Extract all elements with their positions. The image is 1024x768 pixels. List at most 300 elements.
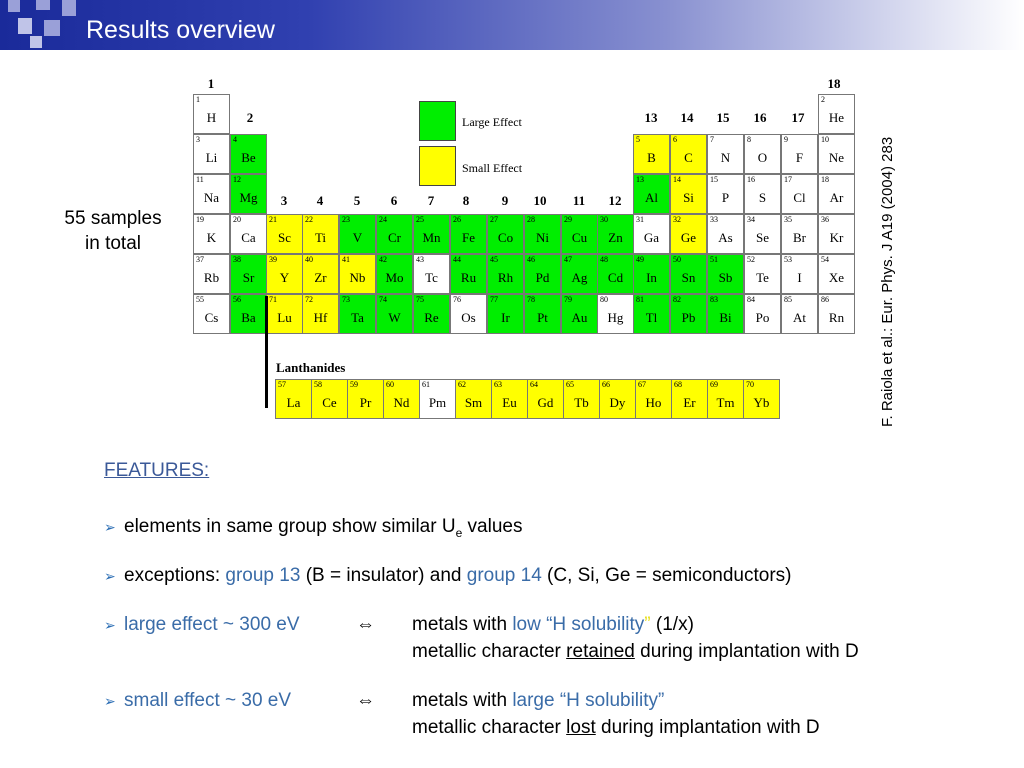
lanthanide-cell-dy bbox=[599, 379, 636, 419]
atomic-number: 71 bbox=[269, 295, 277, 304]
element-symbol: P bbox=[721, 190, 730, 205]
atomic-number: 34 bbox=[747, 215, 755, 224]
group-label-1: 1 bbox=[207, 76, 215, 91]
element-cell-mn bbox=[413, 214, 450, 254]
atomic-number: 80 bbox=[600, 295, 608, 304]
element-symbol: Si bbox=[683, 190, 694, 205]
atomic-number: 41 bbox=[342, 255, 350, 264]
element-symbol: Ni bbox=[536, 230, 549, 245]
bullet-subscript: e bbox=[455, 525, 463, 540]
atomic-number: 1 bbox=[196, 95, 200, 104]
element-symbol: Eu bbox=[502, 395, 517, 410]
element-symbol: Er bbox=[683, 395, 696, 410]
element-symbol: Rh bbox=[497, 270, 514, 285]
group-label-12: 12 bbox=[608, 193, 622, 208]
atomic-number: 36 bbox=[821, 215, 829, 224]
element-cell-b bbox=[633, 134, 670, 174]
element-cell-n bbox=[707, 134, 744, 174]
element-symbol: Nb bbox=[349, 270, 366, 285]
element-symbol: V bbox=[352, 230, 363, 245]
group-label-8: 8 bbox=[462, 193, 470, 208]
group-label-16: 16 bbox=[753, 110, 767, 125]
atomic-number: 20 bbox=[233, 215, 241, 224]
element-symbol: Zr bbox=[314, 270, 327, 285]
element-cell-he bbox=[818, 94, 855, 134]
atomic-number: 77 bbox=[490, 295, 498, 304]
element-symbol: Tl bbox=[645, 310, 658, 325]
element-cell-au bbox=[561, 294, 598, 334]
atomic-number: 73 bbox=[342, 295, 350, 304]
element-symbol: La bbox=[286, 395, 301, 410]
group-label-3: 3 bbox=[280, 193, 288, 208]
element-symbol: F bbox=[795, 150, 804, 165]
bullet-text: values bbox=[462, 516, 523, 537]
element-symbol: Ga bbox=[643, 230, 660, 245]
atomic-number: 13 bbox=[636, 175, 644, 184]
lanthanide-cell-ho bbox=[635, 379, 672, 419]
atomic-number: 3 bbox=[196, 135, 200, 144]
atomic-number: 25 bbox=[416, 215, 424, 224]
element-cell-i bbox=[781, 254, 818, 294]
atomic-number: 64 bbox=[530, 380, 538, 389]
element-symbol: Te bbox=[756, 270, 769, 285]
atomic-number: 61 bbox=[422, 380, 430, 389]
atomic-number: 26 bbox=[453, 215, 461, 224]
element-symbol: Tc bbox=[425, 270, 438, 285]
element-symbol: Ca bbox=[241, 230, 256, 245]
element-cell-k bbox=[193, 214, 230, 254]
element-symbol: Hg bbox=[607, 310, 624, 325]
group-label-15: 15 bbox=[716, 110, 730, 125]
atomic-number: 70 bbox=[746, 380, 754, 389]
element-symbol: O bbox=[757, 150, 768, 165]
element-symbol: S bbox=[758, 190, 767, 205]
element-symbol: Se bbox=[756, 230, 769, 245]
element-cell-ir bbox=[487, 294, 524, 334]
group-label-2: 2 bbox=[246, 110, 254, 125]
element-cell-rn bbox=[818, 294, 855, 334]
element-cell-si bbox=[670, 174, 707, 214]
atomic-number: 79 bbox=[564, 295, 572, 304]
element-symbol: Mo bbox=[385, 270, 404, 285]
atomic-number: 18 bbox=[821, 175, 829, 184]
element-cell-re bbox=[413, 294, 450, 334]
element-symbol: Tb bbox=[574, 395, 589, 410]
element-cell-na bbox=[193, 174, 230, 214]
element-symbol: As bbox=[718, 230, 733, 245]
element-symbol: Pd bbox=[535, 270, 550, 285]
element-cell-ne bbox=[818, 134, 855, 174]
element-cell-s bbox=[744, 174, 781, 214]
equivalence-arrow-icon: ⇔ bbox=[356, 614, 375, 635]
element-symbol: Zn bbox=[608, 230, 623, 245]
element-cell-rb bbox=[193, 254, 230, 294]
atomic-number: 47 bbox=[564, 255, 572, 264]
lanthanide-cell-la bbox=[275, 379, 312, 419]
element-cell-te bbox=[744, 254, 781, 294]
element-symbol: Rb bbox=[203, 270, 220, 285]
bullet-text: exceptions: bbox=[124, 565, 226, 586]
atomic-number: 68 bbox=[674, 380, 682, 389]
atomic-number: 2 bbox=[821, 95, 825, 104]
element-cell-f bbox=[781, 134, 818, 174]
atomic-number: 4 bbox=[233, 135, 237, 144]
group-14-text: group 14 bbox=[466, 565, 542, 586]
element-symbol: Ho bbox=[645, 395, 662, 410]
feature-bullet-4-right bbox=[412, 690, 664, 712]
atomic-number: 52 bbox=[747, 255, 755, 264]
atomic-number: 72 bbox=[305, 295, 313, 304]
atomic-number: 22 bbox=[305, 215, 313, 224]
element-cell-sb bbox=[707, 254, 744, 294]
element-cell-ta bbox=[339, 294, 376, 334]
element-cell-cr bbox=[376, 214, 413, 254]
group-label-11: 11 bbox=[572, 193, 586, 208]
atomic-number: 6 bbox=[673, 135, 677, 144]
element-cell-zn bbox=[597, 214, 634, 254]
atomic-number: 46 bbox=[527, 255, 535, 264]
element-symbol: Ge bbox=[680, 230, 697, 245]
atomic-number: 9 bbox=[784, 135, 788, 144]
atomic-number: 11 bbox=[196, 175, 204, 184]
atomic-number: 48 bbox=[600, 255, 608, 264]
element-symbol: Ce bbox=[322, 395, 337, 410]
element-cell-v bbox=[339, 214, 376, 254]
element-symbol: Tm bbox=[716, 395, 735, 410]
group-label-7: 7 bbox=[427, 193, 435, 208]
legend-small-label: Small Effect bbox=[462, 161, 523, 175]
element-symbol: W bbox=[388, 310, 401, 325]
element-symbol: Be bbox=[241, 150, 256, 165]
atomic-number: 17 bbox=[784, 175, 792, 184]
element-symbol: Li bbox=[205, 150, 218, 165]
element-symbol: C bbox=[684, 150, 693, 165]
element-symbol: Sc bbox=[278, 230, 291, 245]
element-symbol: Pm bbox=[428, 395, 447, 410]
atomic-number: 51 bbox=[710, 255, 718, 264]
element-symbol: Ru bbox=[460, 270, 477, 285]
atomic-number: 30 bbox=[600, 215, 608, 224]
feature-bullet-3-right bbox=[412, 614, 694, 636]
element-cell-ge bbox=[670, 214, 707, 254]
samples-line: 55 samples bbox=[64, 208, 162, 229]
element-symbol: Ta bbox=[351, 310, 364, 325]
element-cell-zr bbox=[302, 254, 339, 294]
element-symbol: Rn bbox=[828, 310, 845, 325]
element-symbol: At bbox=[793, 310, 806, 325]
atomic-number: 50 bbox=[673, 255, 681, 264]
feature-bullet-3-line2 bbox=[412, 641, 859, 663]
element-symbol: Gd bbox=[537, 395, 554, 410]
bullet-arrow-icon: ➢ bbox=[104, 519, 116, 535]
element-symbol: Pt bbox=[537, 310, 548, 325]
element-cell-ru bbox=[450, 254, 487, 294]
element-symbol: H bbox=[206, 110, 217, 125]
element-cell-fe bbox=[450, 214, 487, 254]
atomic-number: 53 bbox=[784, 255, 792, 264]
element-symbol: Ne bbox=[828, 150, 845, 165]
element-cell-li bbox=[193, 134, 230, 174]
bullet-text: elements in same group show similar U bbox=[124, 516, 456, 537]
citation: F. Raiola et al.: Eur. Phys. J A19 (2004) 283 bbox=[879, 136, 896, 427]
atomic-number: 62 bbox=[458, 380, 466, 389]
atomic-number: 58 bbox=[314, 380, 322, 389]
atomic-number: 55 bbox=[196, 295, 204, 304]
lanthanide-cell-tb bbox=[563, 379, 600, 419]
feature-bullet-4 bbox=[104, 690, 375, 712]
element-cell-w bbox=[376, 294, 413, 334]
atomic-number: 44 bbox=[453, 255, 461, 264]
samples-line: in total bbox=[85, 233, 141, 254]
atomic-number: 82 bbox=[673, 295, 681, 304]
atomic-number: 42 bbox=[379, 255, 387, 264]
atomic-number: 60 bbox=[386, 380, 394, 389]
atomic-number: 75 bbox=[416, 295, 424, 304]
group-label-13: 13 bbox=[644, 110, 658, 125]
element-symbol: Sm bbox=[464, 395, 483, 410]
element-cell-mo bbox=[376, 254, 413, 294]
element-symbol: Ar bbox=[829, 190, 844, 205]
element-cell-sc bbox=[266, 214, 303, 254]
group-label-6: 6 bbox=[390, 193, 398, 208]
atomic-number: 74 bbox=[379, 295, 387, 304]
legend-small-swatch bbox=[419, 146, 456, 186]
element-cell-ar bbox=[818, 174, 855, 214]
atomic-number: 69 bbox=[710, 380, 718, 389]
element-cell-as bbox=[707, 214, 744, 254]
bullet-arrow-icon: ➢ bbox=[104, 693, 116, 709]
element-cell-rh bbox=[487, 254, 524, 294]
atomic-number: 83 bbox=[710, 295, 718, 304]
legend-large-label: Large Effect bbox=[462, 115, 522, 129]
element-cell-cl bbox=[781, 174, 818, 214]
atomic-number: 54 bbox=[821, 255, 829, 264]
features-heading: FEATURES: bbox=[104, 460, 210, 481]
element-cell-ga bbox=[633, 214, 670, 254]
element-cell-po bbox=[744, 294, 781, 334]
atomic-number: 32 bbox=[673, 215, 681, 224]
element-cell-pb bbox=[670, 294, 707, 334]
element-symbol: Po bbox=[755, 310, 770, 325]
element-symbol: Re bbox=[424, 310, 439, 325]
element-symbol: Kr bbox=[829, 230, 844, 245]
atomic-number: 78 bbox=[527, 295, 535, 304]
bullet-text: metals with bbox=[412, 690, 513, 711]
atomic-number: 84 bbox=[747, 295, 755, 304]
group-label-10: 10 bbox=[533, 193, 547, 208]
atomic-number: 56 bbox=[233, 295, 241, 304]
element-symbol: Mg bbox=[239, 190, 258, 205]
atomic-number: 21 bbox=[269, 215, 277, 224]
atomic-number: 65 bbox=[566, 380, 574, 389]
atomic-number: 63 bbox=[494, 380, 502, 389]
atomic-number: 28 bbox=[527, 215, 535, 224]
atomic-number: 37 bbox=[196, 255, 204, 264]
atomic-number: 24 bbox=[379, 215, 387, 224]
element-cell-se bbox=[744, 214, 781, 254]
element-symbol: Yb bbox=[753, 395, 770, 410]
element-cell-cd bbox=[597, 254, 634, 294]
element-cell-mg bbox=[230, 174, 267, 214]
element-symbol: Bi bbox=[719, 310, 732, 325]
retained-text: retained bbox=[566, 641, 635, 662]
large-effect-text: large effect ~ 300 eV bbox=[124, 614, 300, 635]
element-symbol: Xe bbox=[828, 270, 845, 285]
element-cell-be bbox=[230, 134, 267, 174]
element-cell-ni bbox=[524, 214, 561, 254]
atomic-number: 12 bbox=[233, 175, 241, 184]
group-label-18: 18 bbox=[827, 76, 841, 91]
feature-bullet-4-line2 bbox=[412, 717, 820, 739]
closing-quote: ” bbox=[644, 614, 651, 635]
bullet-text: metals with bbox=[412, 614, 513, 635]
element-cell-xe bbox=[818, 254, 855, 294]
atomic-number: 23 bbox=[342, 215, 350, 224]
feature-bullet-3 bbox=[104, 614, 375, 636]
bullet-arrow-icon: ➢ bbox=[104, 617, 116, 633]
element-cell-c bbox=[670, 134, 707, 174]
atomic-number: 7 bbox=[710, 135, 714, 144]
element-symbol: In bbox=[646, 270, 657, 285]
atomic-number: 43 bbox=[416, 255, 424, 264]
group-label-5: 5 bbox=[353, 193, 361, 208]
element-cell-br bbox=[781, 214, 818, 254]
element-cell-pt bbox=[524, 294, 561, 334]
element-symbol: Mn bbox=[422, 230, 441, 245]
element-cell-hg bbox=[597, 294, 634, 334]
element-symbol: Pb bbox=[681, 310, 696, 325]
element-symbol: Cr bbox=[388, 230, 401, 245]
atomic-number: 86 bbox=[821, 295, 829, 304]
lanthanide-cell-er bbox=[671, 379, 708, 419]
large-solubility-text: large “H solubility” bbox=[512, 690, 665, 711]
group-label-17: 17 bbox=[791, 110, 805, 125]
atomic-number: 14 bbox=[673, 175, 681, 184]
group-13-text: group 13 bbox=[225, 565, 301, 586]
element-symbol: Ir bbox=[501, 310, 510, 325]
lost-text: lost bbox=[566, 717, 596, 738]
lanthanide-cell-yb bbox=[743, 379, 780, 419]
element-cell-h bbox=[193, 94, 230, 134]
bullet-text: metallic character bbox=[412, 717, 567, 738]
element-cell-os bbox=[450, 294, 487, 334]
atomic-number: 40 bbox=[305, 255, 313, 264]
bullet-text: during implantation with D bbox=[595, 717, 820, 738]
element-symbol: Cu bbox=[571, 230, 588, 245]
element-symbol: Ag bbox=[571, 270, 588, 285]
lanthanide-cell-nd bbox=[383, 379, 420, 419]
element-symbol: Cl bbox=[793, 190, 806, 205]
group-label-14: 14 bbox=[680, 110, 694, 125]
samples-note bbox=[48, 206, 178, 256]
element-symbol: Cs bbox=[204, 310, 219, 325]
lanthanide-cell-pm bbox=[419, 379, 456, 419]
element-symbol: Os bbox=[461, 310, 476, 325]
group-label-9: 9 bbox=[501, 193, 509, 208]
element-symbol: B bbox=[647, 150, 656, 165]
equivalence-arrow-icon: ⇔ bbox=[356, 690, 375, 711]
lanthanide-cell-gd bbox=[527, 379, 564, 419]
element-cell-al bbox=[633, 174, 670, 214]
element-symbol: He bbox=[828, 110, 845, 125]
element-symbol: Sb bbox=[718, 270, 733, 285]
atomic-number: 67 bbox=[638, 380, 646, 389]
element-cell-sr bbox=[230, 254, 267, 294]
element-symbol: Br bbox=[793, 230, 806, 245]
atomic-number: 16 bbox=[747, 175, 755, 184]
lanthanide-cell-sm bbox=[455, 379, 492, 419]
element-symbol: Dy bbox=[609, 395, 626, 410]
atomic-number: 10 bbox=[821, 135, 829, 144]
atomic-number: 31 bbox=[636, 215, 644, 224]
atomic-number: 49 bbox=[636, 255, 644, 264]
bullet-text: (1/x) bbox=[650, 614, 694, 635]
bullet-text: metallic character bbox=[412, 641, 567, 662]
atomic-number: 8 bbox=[747, 135, 751, 144]
element-symbol: Sn bbox=[681, 270, 696, 285]
bullet-text: during implantation with D bbox=[634, 641, 859, 662]
atomic-number: 38 bbox=[233, 255, 241, 264]
element-cell-lu bbox=[266, 294, 303, 334]
element-cell-tl bbox=[633, 294, 670, 334]
atomic-number: 57 bbox=[278, 380, 286, 389]
element-cell-ca bbox=[230, 214, 267, 254]
element-cell-pd bbox=[524, 254, 561, 294]
bullet-text: (B = insulator) and bbox=[300, 565, 467, 586]
atomic-number: 35 bbox=[784, 215, 792, 224]
lanthanide-cell-ce bbox=[311, 379, 348, 419]
slide-title: Results overview bbox=[86, 16, 275, 44]
atomic-number: 81 bbox=[636, 295, 644, 304]
element-cell-y bbox=[266, 254, 303, 294]
element-cell-o bbox=[744, 134, 781, 174]
legend-large-swatch bbox=[419, 101, 456, 141]
element-cell-nb bbox=[339, 254, 376, 294]
atomic-number: 66 bbox=[602, 380, 610, 389]
element-cell-ba bbox=[230, 294, 267, 334]
element-cell-kr bbox=[818, 214, 855, 254]
element-cell-bi bbox=[707, 294, 744, 334]
atomic-number: 15 bbox=[710, 175, 718, 184]
atomic-number: 27 bbox=[490, 215, 498, 224]
element-symbol: Al bbox=[645, 190, 658, 205]
element-cell-cs bbox=[193, 294, 230, 334]
lanthanide-cell-eu bbox=[491, 379, 528, 419]
element-cell-tc bbox=[413, 254, 450, 294]
atomic-number: 33 bbox=[710, 215, 718, 224]
element-symbol: Co bbox=[497, 230, 514, 245]
element-cell-ti bbox=[302, 214, 339, 254]
element-symbol: Y bbox=[279, 270, 290, 285]
element-cell-cu bbox=[561, 214, 598, 254]
small-effect-text: small effect ~ 30 eV bbox=[124, 690, 292, 711]
element-symbol: Ba bbox=[241, 310, 256, 325]
atomic-number: 59 bbox=[350, 380, 358, 389]
element-cell-in bbox=[633, 254, 670, 294]
atomic-number: 19 bbox=[196, 215, 204, 224]
element-symbol: Au bbox=[571, 310, 588, 325]
element-symbol: Fe bbox=[462, 230, 475, 245]
element-symbol: Cd bbox=[607, 270, 624, 285]
element-symbol: N bbox=[720, 150, 731, 165]
low-solubility-text: low “H solubility bbox=[512, 614, 645, 635]
element-cell-ag bbox=[561, 254, 598, 294]
element-symbol: Hf bbox=[313, 310, 328, 325]
element-cell-at bbox=[781, 294, 818, 334]
bullet-arrow-icon: ➢ bbox=[104, 568, 116, 584]
feature-bullet-2 bbox=[104, 565, 792, 587]
element-cell-p bbox=[707, 174, 744, 214]
